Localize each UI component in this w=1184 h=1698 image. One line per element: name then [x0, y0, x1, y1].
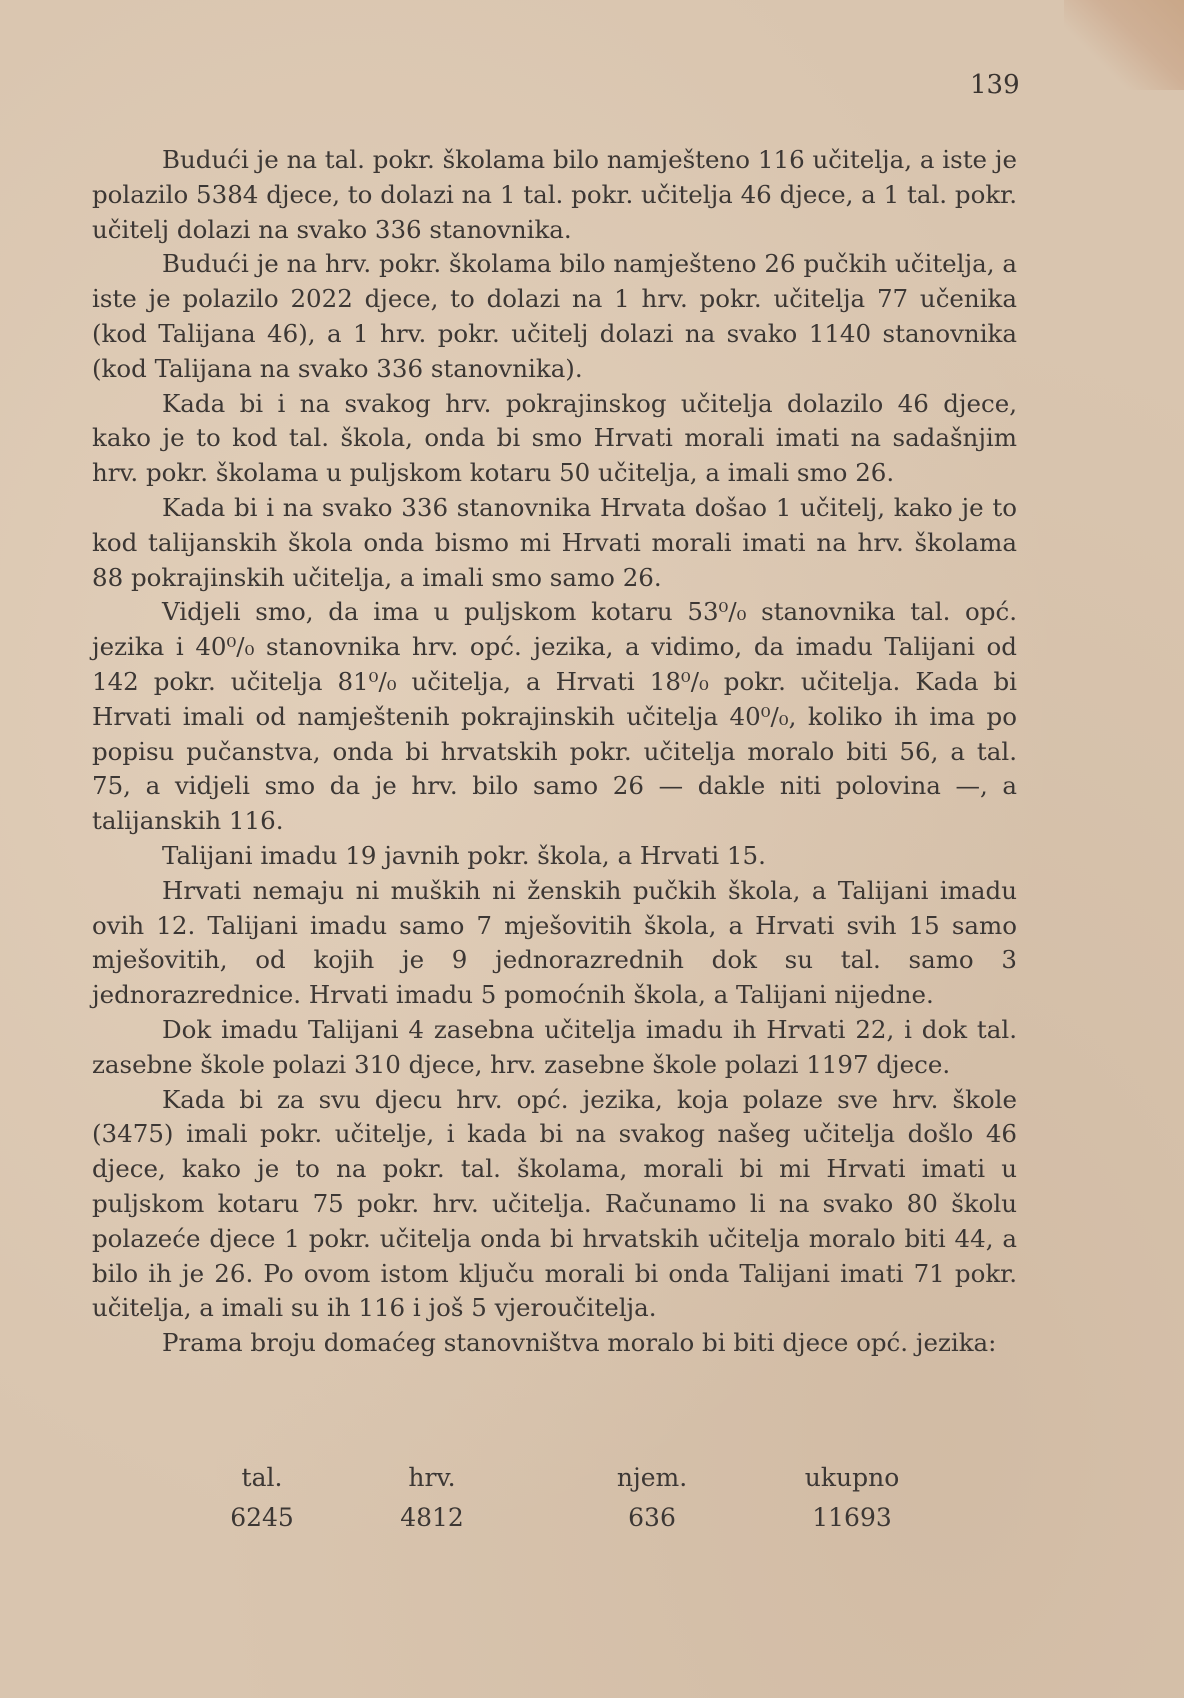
paragraph: Dok imadu Talijani 4 zasebna učitelja imadu ih Hrvati 22, i dok tal. zasebne škole polazi 310 djece, hrv. zasebne škole polazi 1197 djece.: [92, 1014, 1017, 1079]
table-column-njem: [582, 1463, 722, 1532]
table-header: hrv.: [408, 1463, 456, 1492]
paragraph: Talijani imadu 19 javnih pokr. škola, a Hrvati 15.: [162, 840, 766, 870]
page-number: 139: [970, 70, 1020, 100]
body-text: [92, 143, 1017, 1361]
paragraph: Budući je na hrv. pokr. školama bilo namješteno 26 pučkih učitelja, a iste je polazilo 2022 djece, to dolazi na 1 hrv. pokr. učitelja 77 učenika (kod Talijana 46), a 1 hrv. pokr. učitelj dolazi na svako 1140 stanovnika (kod Talijana na svako 336 stanovnika).: [92, 249, 1017, 383]
paragraph: Hrvati nemaju ni muških ni ženskih pučkih škola, a Talijani imadu ovih 12. Talijani imadu samo 7 mješovitih škola, a Hrvati svih 15 samo mješovitih, od kojih je 9 jednorazrednih dok su tal. samo 3 jednorazrednice. Hrvati imadu 5 pomoćnih škola, a Talijani nijedne.: [92, 875, 1017, 1010]
paragraph: Budući je na tal. pokr. školama bilo namješteno 116 učitelja, a iste je polazilo 5384 djece, to dolazi na 1 tal. pokr. učitelja 46 djece, a 1 tal. pokr. učitelj dolazi na svako 336 stanovnika.: [92, 145, 1017, 244]
paragraph: Kada bi i na svakog hrv. pokrajinskog učitelja dolazilo 46 djece, kako je to kod tal. škola, onda bi smo Hrvati morali imati na sadašnjim hrv. pokr. školama u puljskom kotaru 50 učitelja, a imali smo 26.: [92, 388, 1017, 488]
table-value: 4812: [400, 1503, 464, 1532]
table-header: tal.: [241, 1463, 283, 1492]
table-value: 6245: [230, 1503, 294, 1532]
table-column-ukupno: [782, 1463, 922, 1532]
table-column-hrv: [362, 1463, 502, 1532]
paragraph: Kada bi i na svako 336 stanovnika Hrvata došao 1 učitelj, kako je to kod talijanskih škola onda bismo mi Hrvati morali imati na hrv. školama 88 pokrajinskih učitelja, a imali smo samo 26.: [92, 492, 1017, 592]
page-corner-shading: [1064, 0, 1184, 90]
table-value: 636: [628, 1503, 676, 1532]
table-header: ukupno: [804, 1463, 900, 1492]
paragraph: Kada bi za svu djecu hrv. opć. jezika, koja polaze sve hrv. škole (3475) imali pokr. učitelje, i kada bi na svakog našeg učitelja došlo 46 djece, kako je to na pokr. tal. školama, morali bi mi Hrvati imati u puljskom kotaru 75 pokr. hrv. učitelja. Računamo li na svako 80 školu polazeće djece 1 pokr. učitelja onda bi hrvatskih učitelja moralo biti 44, a bilo ih je 26. Po ovom istom ključu morali bi onda Talijani imati 71 pokr. učitelja, a imali su ih 116 i još 5 vjeroučitelja.: [92, 1084, 1017, 1323]
table-header: njem.: [616, 1463, 688, 1492]
paragraph: Vidjeli smo, da ima u puljskom kotaru 53⁰/₀ stanovnika tal. opć. jezika i 40⁰/₀ stanovnika hrv. opć. jezika, a vidimo, da imadu Talijani od 142 pokr. učitelja 81⁰/₀ učitelja, a Hrvati 18⁰/₀ pokr. učitelja. Kada bi Hrvati imali od namještenih pokrajinskih učitelja 40⁰/₀, koliko ih ima po popisu pučanstva, onda bi hrvatskih pokr. učitelja moralo biti 56, a tal. 75, a vidjeli smo da je hrv. bilo samo 26 — dakle niti polovina —, a talijanskih 116.: [92, 597, 1017, 836]
table-column-tal: [192, 1463, 332, 1532]
table-value: 11693: [812, 1503, 892, 1532]
paragraph: Prama broju domaćeg stanovništva moralo bi biti djece opć. jezika:: [162, 1328, 997, 1358]
